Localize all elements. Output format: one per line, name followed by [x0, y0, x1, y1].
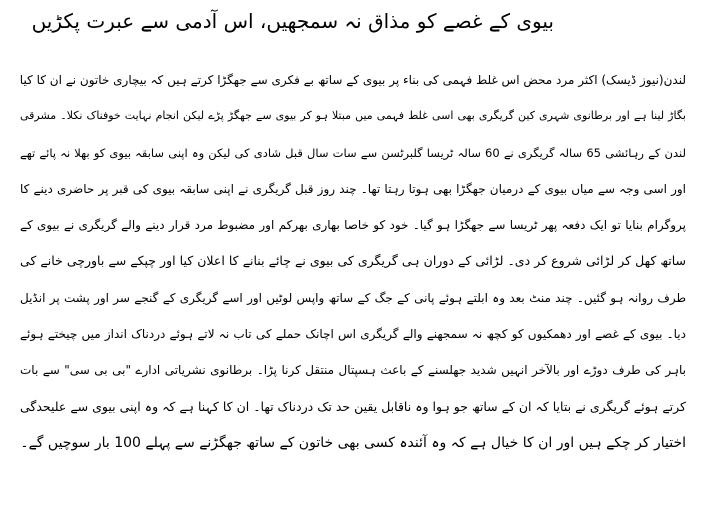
article-body-line: اور اسی وجہ سے میاں بیوی کے درمیان جھگڑا بھی ہوتا رہتا تھا۔ چند روز قبل گریگری نے اپنی سابقہ بیوی کی قبر پر حاضری دینے کا — [20, 181, 686, 196]
article-body-line: لندن کے رہائشی 65 سالہ گریگری نے 60 سالہ ٹریسا گلبرٹسن سے سات سال قبل شادی کی لیکن وہ اپنی سابقہ بیوی کو بھلا نہ پائے تھے — [20, 145, 686, 160]
article-body-line: باہر کی طرف دوڑے اور بالآخر انہیں شدید جھلسنے کے باعث ہسپتال منتقل کرنا پڑا۔ برطانوی نشریاتی ادارے "بی بی سی" سے بات — [20, 363, 686, 378]
article-body-line: بگاڑ لینا ہے اور برطانوی شہری کین گریگری بھی اسی غلط فہمی میں مبتلا ہو کر بیوی سے جھگڑ پڑے لیکن انجام نہایت خوفناک نکلا۔ مشرقی — [20, 109, 686, 123]
article-headline: بیوی کے غصے کو مذاق نہ سمجھیں، اس آدمی سے عبرت پکڑیں — [31, 9, 554, 33]
article-body-line: پروگرام بنایا تو ایک دفعہ پھر ٹریسا سے جھگڑا ہو گیا۔ خود کو خاصا بھاری بھرکم اور مضبوط مرد قرار دینے والے گریگری نے بیوی کے — [20, 218, 686, 233]
article-body-line: لندن(نیوز ڈیسک) اکثر مرد محض اس غلط فہمی کی بناء پر بیوی کے ساتھ بے فکری سے جھگڑا کرتے ہیں کہ بیچاری خاتون نے ان کا کیا — [20, 73, 686, 87]
article-body-line: کرتے ہوئے گریگری نے بتایا کہ ان کے ساتھ جو ہوا وہ ناقابل یقین حد تک دردناک تھا۔ ان کا کہنا ہے کہ وہ اپنی بیوی سے علیحدگی — [20, 398, 686, 414]
article-body-line: ساتھ کھل کر لڑائی شروع کر دی۔ لڑائی کے دوران ہی گریگری کی بیوی نے چائے بنانے کا اعلان کیا اور چپکے سے باورچی خانے کی — [20, 253, 686, 269]
article-body — [20, 62, 686, 461]
article-body-line: طرف روانہ ہو گئیں۔ چند منٹ بعد وہ ابلتے ہوئے پانی کے جگ کے ساتھ واپس لوٹیں اور اسے گریگری کے گنجے سر اور پشت پر انڈیل — [20, 290, 686, 305]
article-body-line: دیا۔ بیوی کے غصے اور دھمکیوں کو کچھ نہ سمجھنے والے گریگری اس اچانک حملے کی تاب نہ لاتے ہوئے دردناک انداز میں چیختے ہوئے — [20, 327, 686, 342]
article-body-line: اختیار کر چکے ہیں اور ان کا خیال ہے کہ وہ آئندہ کسی بھی خاتون کے ساتھ جھگڑنے سے پہلے 100 بار سوچیں گے۔ — [20, 434, 686, 451]
